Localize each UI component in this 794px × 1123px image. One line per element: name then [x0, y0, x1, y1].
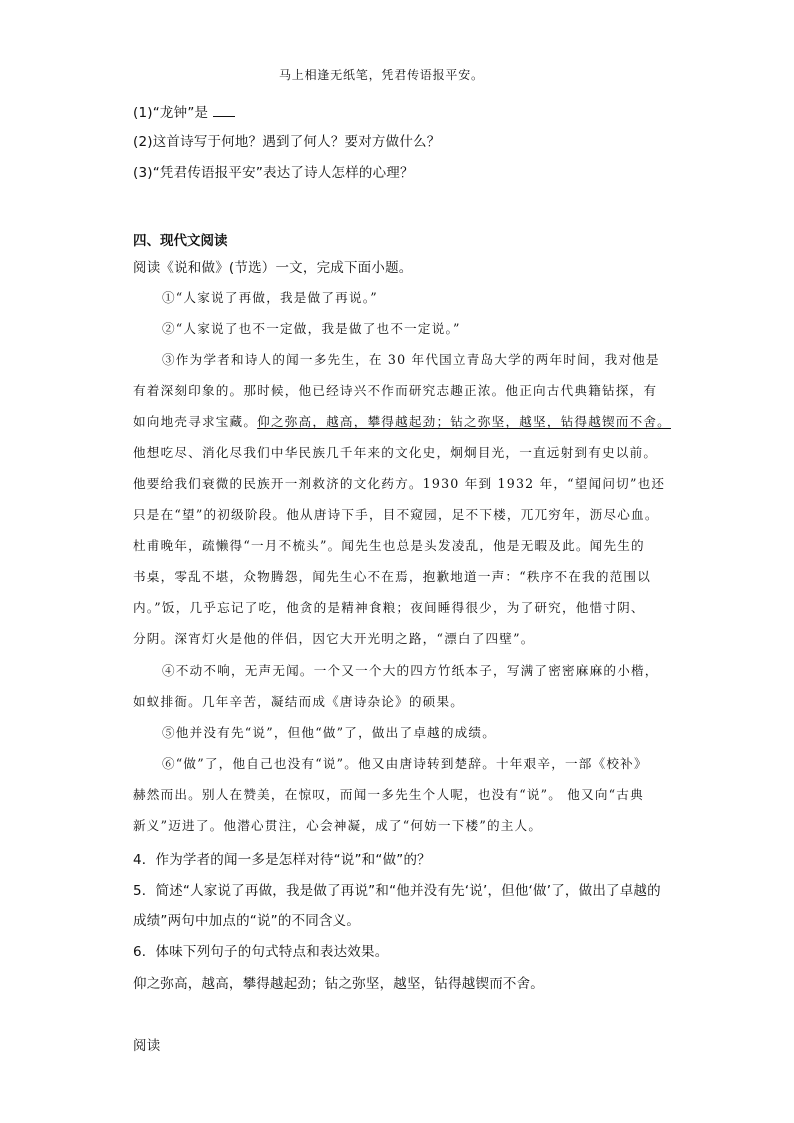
answer-blank[interactable]: [213, 105, 235, 117]
paragraph-6-line: 赫然而出。别人在赞美，在惊叹，而闻一多先生个人呢，也没有“说”。 他又向“古典: [133, 787, 644, 802]
question-1: [133, 101, 235, 121]
paragraph-3-line: 书桌，零乱不堪，众物腾怨，闻先生心不在焉，抱歉地道一声：“秩序不在我的范围以: [133, 569, 652, 584]
paragraph-3-line: 只是在“望”的初级阶段。他从唐诗下手，目不窥园，足不下楼，兀兀穷年，沥尽心血。: [133, 507, 659, 522]
question-3: (3)“凭君传语报平安”表达了诗人怎样的心理？: [133, 165, 414, 181]
paragraph-3-line: 有着深刻印象的。那时候，他已经诗兴不作而研究志趣正浓。他正向古代典籍钻探，有: [133, 383, 658, 398]
paragraph-1: ①“人家说了再做，我是做了再说。”: [162, 290, 378, 305]
paragraph-3-line: ③作为学者和诗人的闻一多先生，在 30 年代国立青岛大学的两年时间，我对他是: [162, 352, 660, 367]
question-1-text: (1)“龙钟”是: [133, 105, 209, 121]
paragraph-3-line: [133, 411, 671, 430]
question-6: 6．体味下列句子的句式特点和表达效果。: [133, 944, 389, 960]
section-heading: 四、现代文阅读: [133, 233, 228, 249]
paragraph-3-line: 他要给我们衰微的民族开一剂救济的文化药方。1930 年到 1932 年，“望闻问切”也还: [133, 476, 666, 491]
paragraph-5: ⑤他并没有先“说”，但他“做”了，做出了卓越的成绩。: [162, 725, 497, 740]
paragraph-6-line: 新义”迈进了。他潜心贯注，心会神凝，成了“何妨一下楼”的主人。: [133, 818, 543, 833]
paragraph-3-line: 他想吃尽、消化尽我们中华民族几千年来的文化史，炯炯目光，一直远射到有史以前。: [133, 445, 658, 460]
paragraph-3-line: 杜甫晚年，疏懒得“一月不梳头”。闻先生也总是头发凌乱，他是无暇及此。闻先生的: [133, 538, 645, 553]
reading-instruction: 阅读《说和做》(节选）一文，完成下面小题。: [133, 260, 413, 276]
paragraph-6-line: ⑥“做”了，他自己也没有“说”。他又由唐诗转到楚辞。十年艰辛，一部《校补》: [162, 756, 648, 771]
question-5-line: 成绩”两句中加点的“说”的不同含义。: [133, 913, 361, 929]
paragraph-3-line: 内。”饭，几乎忘记了吃，他贪的是精神食粮；夜间睡得很少，为了研究，他惜寸阴、: [133, 600, 645, 615]
question-5-line: 5．简述“人家说了再做，我是做了再说”和“他并没有先‘说’，但他‘做’了，做出了卓越的: [133, 883, 661, 899]
paragraph-2: ②“人家说了也不一定做，我是做了也不一定说。”: [162, 321, 461, 336]
underlined-sentence: 仰之弥高，越高，攀得越起劲；钻之弥坚，越坚，钻得越锲而不舍。: [257, 414, 671, 429]
question-4: 4．作为学者的闻一多是怎样对待“说”和“做”的？: [133, 852, 431, 868]
paragraph-4-line: ④不动不响，无声无闻。一个又一个大的四方竹纸本子，写满了密密麻麻的小楷，: [162, 663, 659, 678]
question-2: (2)这首诗写于何地？遇到了何人？要对方做什么？: [133, 134, 441, 150]
question-6-sentence: 仰之弥高，越高，攀得越起劲；钻之弥坚，越坚，钻得越锲而不舍。: [133, 976, 544, 992]
footer-reading-label: 阅读: [133, 1038, 161, 1054]
poem-line: 马上相逢无纸笔，凭君传语报平安。: [279, 68, 484, 82]
paragraph-3-text: 如向地壳寻求宝藏。: [133, 414, 258, 429]
paragraph-4-line: 如蚁排衙。几年辛苦，凝结而成《唐诗杂论》的硕果。: [133, 694, 465, 709]
paragraph-3-line: 分阴。深宵灯火是他的伴侣，因它大开光明之路，“漂白了四壁”。: [133, 631, 535, 646]
